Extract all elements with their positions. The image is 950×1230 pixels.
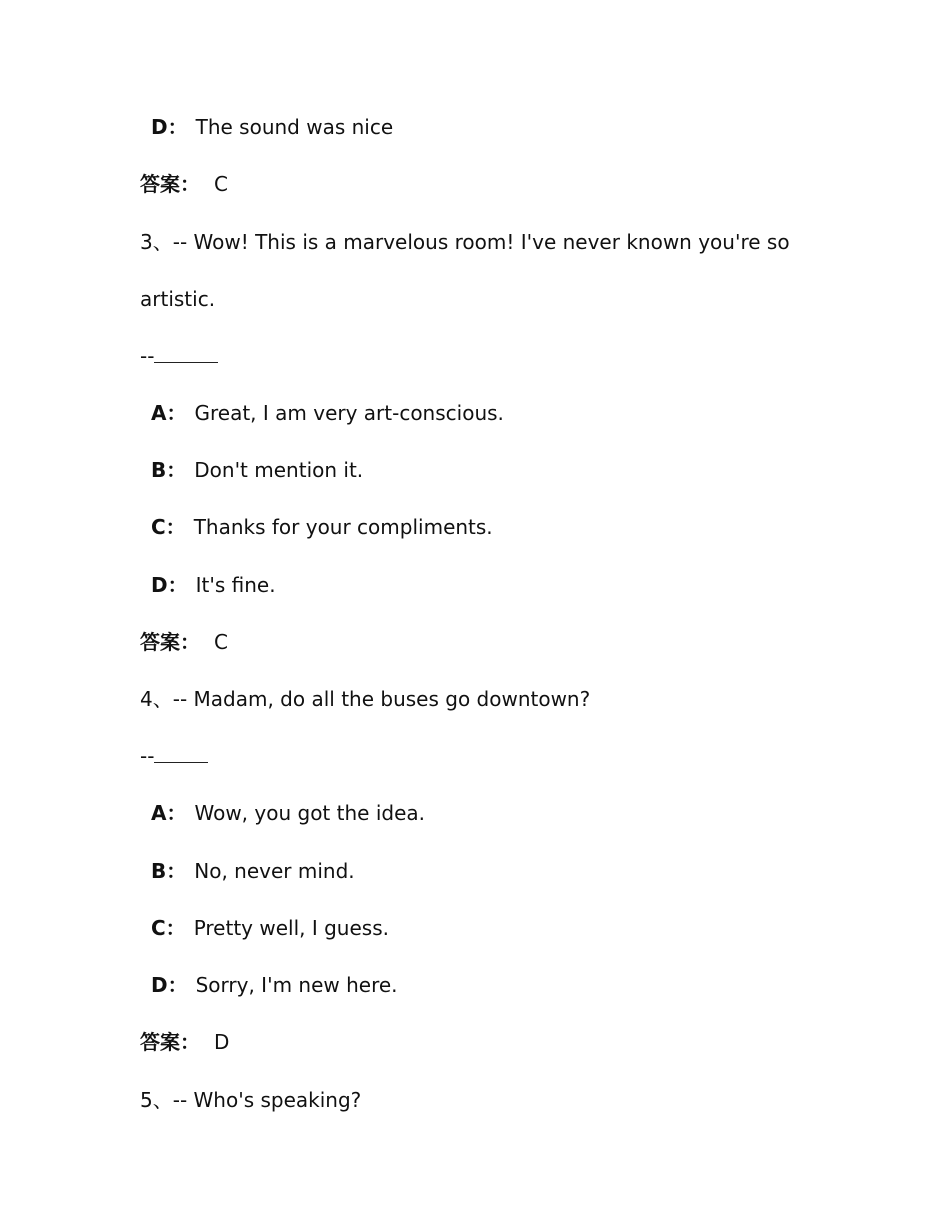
q4-option-a xyxy=(151,800,425,826)
q3-answer xyxy=(140,629,228,655)
answer-blank xyxy=(154,348,218,363)
q4-option-c xyxy=(151,915,389,941)
answer-label: 答案： xyxy=(140,1030,200,1054)
option-letter: D： xyxy=(151,973,188,997)
q3-reply-blank xyxy=(140,343,218,369)
option-text: Pretty well, I guess. xyxy=(193,916,389,940)
reply-prefix: -- xyxy=(140,344,155,368)
q4-reply-blank xyxy=(140,743,208,769)
option-letter: A： xyxy=(151,801,187,825)
q3-option-a xyxy=(151,400,504,426)
option-letter: C： xyxy=(151,916,186,940)
q3-stem-line-2: artistic. xyxy=(140,287,216,311)
answer-value: D xyxy=(214,1030,230,1054)
option-text: Great, I am very art-conscious. xyxy=(194,401,504,425)
answer-label: 答案： xyxy=(140,172,200,196)
option-text: Thanks for your compliments. xyxy=(193,515,493,539)
q4-stem: 4、-- Madam, do all the buses go downtown? xyxy=(140,687,591,711)
option-text: Wow, you got the idea. xyxy=(194,801,425,825)
q3-option-b xyxy=(151,457,363,483)
option-text: Don't mention it. xyxy=(194,458,364,482)
answer-blank xyxy=(154,748,208,763)
option-letter: D： xyxy=(151,573,188,597)
option-letter: D： xyxy=(151,115,188,139)
option-text: It's fine. xyxy=(195,573,276,597)
q3-option-d xyxy=(151,572,276,598)
answer-value: C xyxy=(214,172,228,196)
option-letter: B： xyxy=(151,859,187,883)
q5-stem: 5、-- Who's speaking? xyxy=(140,1088,362,1112)
q4-answer xyxy=(140,1029,229,1055)
option-letter: C： xyxy=(151,515,186,539)
option-letter: A： xyxy=(151,401,187,425)
answer-value: C xyxy=(214,630,228,654)
reply-prefix: -- xyxy=(140,744,155,768)
q2-option-d xyxy=(151,114,393,140)
option-text: No, never mind. xyxy=(194,859,355,883)
answer-label: 答案： xyxy=(140,630,200,654)
q4-option-d xyxy=(151,972,398,998)
option-text: The sound was nice xyxy=(195,115,394,139)
option-letter: B： xyxy=(151,458,187,482)
option-text: Sorry, I'm new here. xyxy=(195,973,398,997)
q3-option-c xyxy=(151,514,493,540)
q3-stem-line-1: 3、-- Wow! This is a marvelous room! I've never known you're so xyxy=(140,230,790,254)
q4-option-b xyxy=(151,858,355,884)
q2-answer xyxy=(140,171,228,197)
